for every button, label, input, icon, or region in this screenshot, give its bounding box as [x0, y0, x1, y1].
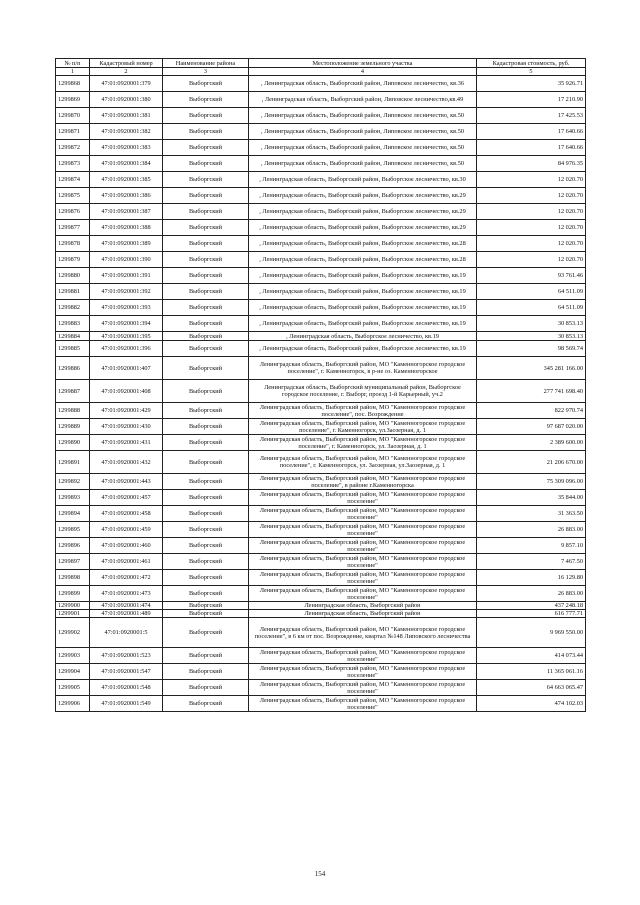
cadastral-value: 345 281 166.00 — [477, 357, 586, 380]
location: , Ленинградская область, Выборгский район, Выборгское лесничество, кв.28 — [249, 252, 477, 268]
table-row — [56, 648, 586, 664]
district-name: Выборгский — [163, 474, 249, 490]
row-number: 1299874 — [56, 172, 90, 188]
cadastral-number: 47:01:0920001:388 — [90, 220, 163, 236]
cadastral-value: 12 020.70 — [477, 172, 586, 188]
table-row — [56, 341, 586, 357]
row-number: 1299902 — [56, 618, 90, 648]
table-row — [56, 188, 586, 204]
row-number: 1299868 — [56, 76, 90, 92]
location: Ленинградская область, Выборгский район, МО "Каменногорское городское поселение" — [249, 680, 477, 696]
district-name: Выборгский — [163, 618, 249, 648]
location: Ленинградская область, Выборгский район, МО "Каменногорское городское поселение" — [249, 648, 477, 664]
cadastral-number: 47:01:0920001:460 — [90, 538, 163, 554]
table-row — [56, 696, 586, 712]
table-row — [56, 140, 586, 156]
cadastral-number: 47:01:0920001:389 — [90, 236, 163, 252]
table-row — [56, 602, 586, 610]
location: , Ленинградская область, Выборгский район, Выборгское лесничество, кв.28 — [249, 236, 477, 252]
district-name: Выборгский — [163, 108, 249, 124]
table-row — [56, 300, 586, 316]
district-name: Выборгский — [163, 156, 249, 172]
cadastral-value: 474 102.03 — [477, 696, 586, 712]
cadastral-number: 47:01:0920001:431 — [90, 435, 163, 451]
cadastral-value: 64 511.09 — [477, 284, 586, 300]
table-row — [56, 586, 586, 602]
table-row — [56, 236, 586, 252]
cadastral-number: 47:01:0920001:396 — [90, 341, 163, 357]
table-row — [56, 268, 586, 284]
cadastral-value: 35 844.00 — [477, 490, 586, 506]
table-row — [56, 680, 586, 696]
cadastral-value: 12 020.70 — [477, 252, 586, 268]
district-name: Выборгский — [163, 357, 249, 380]
district-name: Выборгский — [163, 522, 249, 538]
location: , Ленинградская область, Выборгский район, Выборгское лесничество, кв.30 — [249, 172, 477, 188]
location: Ленинградская область, Выборгский район, МО "Каменногорское городское поселение" — [249, 570, 477, 586]
header-cadastral-number: Кадастровый номер — [90, 59, 163, 68]
table-row — [56, 570, 586, 586]
district-name: Выборгский — [163, 435, 249, 451]
cadastral-value: 35 926.71 — [477, 76, 586, 92]
cadastral-value: 277 741 698.40 — [477, 380, 586, 403]
cadastral-value: 98 569.74 — [477, 341, 586, 357]
column-index: 4 — [249, 68, 477, 76]
row-number: 1299895 — [56, 522, 90, 538]
cadastral-value: 26 883.00 — [477, 586, 586, 602]
cadastral-number: 47:01:0920001:432 — [90, 451, 163, 474]
cadastral-number: 47:01:0920001:473 — [90, 586, 163, 602]
table-row — [56, 435, 586, 451]
row-number: 1299875 — [56, 188, 90, 204]
table-row — [56, 419, 586, 435]
cadastral-number: 47:01:0920001:461 — [90, 554, 163, 570]
row-number: 1299878 — [56, 236, 90, 252]
row-number: 1299876 — [56, 204, 90, 220]
cadastral-value: 11 365 061.16 — [477, 664, 586, 680]
district-name: Выборгский — [163, 236, 249, 252]
cadastral-number: 47:01:0920001:430 — [90, 419, 163, 435]
row-number: 1299897 — [56, 554, 90, 570]
district-name: Выборгский — [163, 419, 249, 435]
cadastral-number: 47:01:0920001:459 — [90, 522, 163, 538]
location: Ленинградская область, Выборгский район, МО "Каменногорское городское поселение" — [249, 490, 477, 506]
header-cadastral-value: Кадастровая стоимость, руб. — [477, 59, 586, 68]
district-name: Выборгский — [163, 252, 249, 268]
location: , Ленинградская область, Выборгский район, Липовское лесничество, кв.50 — [249, 156, 477, 172]
cadastral-number: 47:01:0920001:392 — [90, 284, 163, 300]
cadastral-number: 47:01:0920001:474 — [90, 602, 163, 610]
row-number: 1299881 — [56, 284, 90, 300]
cadastral-number: 47:01:0920001:547 — [90, 664, 163, 680]
cadastral-value: 17 210.90 — [477, 92, 586, 108]
table-row — [56, 92, 586, 108]
location: Ленинградская область, Выборгский район, МО "Каменногорское городское поселение", пос. Возрождение — [249, 403, 477, 419]
location: , Ленинградская область, Выборгский район, Выборгское лесничество, кв.29 — [249, 204, 477, 220]
district-name: Выборгский — [163, 506, 249, 522]
cadastral-value: 26 883.00 — [477, 522, 586, 538]
table-row — [56, 108, 586, 124]
district-name: Выборгский — [163, 316, 249, 332]
location: Ленинградская область, Выборгский район — [249, 610, 477, 618]
cadastral-number: 47:01:0920001:429 — [90, 403, 163, 419]
district-name: Выборгский — [163, 570, 249, 586]
district-name: Выборгский — [163, 204, 249, 220]
table-row — [56, 156, 586, 172]
district-name: Выборгский — [163, 586, 249, 602]
header-district: Наименование района — [163, 59, 249, 68]
table-row — [56, 220, 586, 236]
cadastral-number: 47:01:0920001:391 — [90, 268, 163, 284]
row-number: 1299888 — [56, 403, 90, 419]
row-number: 1299904 — [56, 664, 90, 680]
district-name: Выборгский — [163, 538, 249, 554]
row-number: 1299899 — [56, 586, 90, 602]
row-number: 1299883 — [56, 316, 90, 332]
page-number: 154 — [314, 870, 326, 878]
location: Ленинградская область, Выборгский район, МО "Каменногорское городское поселение" — [249, 522, 477, 538]
table-row — [56, 522, 586, 538]
location: , Ленинградская область, Выборгский район, Выборгское лесничество, кв.19 — [249, 316, 477, 332]
row-number: 1299870 — [56, 108, 90, 124]
table-row — [56, 506, 586, 522]
district-name: Выборгский — [163, 76, 249, 92]
column-index-row — [56, 68, 586, 76]
district-name: Выборгский — [163, 268, 249, 284]
district-name: Выборгский — [163, 300, 249, 316]
location: Ленинградская область, Выборгский район, МО "Каменногорское городское поселение", г. Каменногорск, ул.Заозерная, д. 1 — [249, 419, 477, 435]
row-number: 1299873 — [56, 156, 90, 172]
cadastral-value: 97 687 020.00 — [477, 419, 586, 435]
document-page — [55, 58, 585, 712]
cadastral-value: 64 511.09 — [477, 300, 586, 316]
row-number: 1299905 — [56, 680, 90, 696]
location: , Ленинградская область, Выборгское лесничество, кв.19 — [249, 332, 477, 341]
table-row — [56, 284, 586, 300]
district-name: Выборгский — [163, 188, 249, 204]
row-number: 1299872 — [56, 140, 90, 156]
cadastral-value-table — [55, 58, 586, 712]
cadastral-value: 12 020.70 — [477, 204, 586, 220]
district-name: Выборгский — [163, 610, 249, 618]
cadastral-number: 47:01:0920001:393 — [90, 300, 163, 316]
table-row — [56, 403, 586, 419]
column-index: 1 — [56, 68, 90, 76]
location: Ленинградская область, Выборгский район, МО "Каменногорское городское поселение" — [249, 664, 477, 680]
district-name: Выборгский — [163, 380, 249, 403]
table-row — [56, 76, 586, 92]
table-row — [56, 172, 586, 188]
cadastral-value: 31 363.50 — [477, 506, 586, 522]
district-name: Выборгский — [163, 124, 249, 140]
district-name: Выборгский — [163, 341, 249, 357]
district-name: Выборгский — [163, 140, 249, 156]
district-name: Выборгский — [163, 648, 249, 664]
cadastral-value: 17 425.53 — [477, 108, 586, 124]
location: , Ленинградская область, Выборгский район, Липовское лесничество, кв.50 — [249, 140, 477, 156]
district-name: Выборгский — [163, 220, 249, 236]
location: , Ленинградская область, Выборгский район, Липовское лесничество, кв.50 — [249, 124, 477, 140]
location: Ленинградская область, Выборгский район, МО "Каменногорское городское поселение", г. Каменногорск, ул. Заозерная, д. 1 — [249, 435, 477, 451]
cadastral-number: 47:01:0920001:407 — [90, 357, 163, 380]
row-number: 1299900 — [56, 602, 90, 610]
cadastral-number: 47:01:0920001:5 — [90, 618, 163, 648]
table-row — [56, 380, 586, 403]
cadastral-number: 47:01:0920001:394 — [90, 316, 163, 332]
cadastral-number: 47:01:0920001:443 — [90, 474, 163, 490]
cadastral-value: 12 020.70 — [477, 236, 586, 252]
table-row — [56, 554, 586, 570]
table-row — [56, 474, 586, 490]
location: Ленинградская область, Выборгский район — [249, 602, 477, 610]
district-name: Выборгский — [163, 696, 249, 712]
row-number: 1299884 — [56, 332, 90, 341]
row-number: 1299894 — [56, 506, 90, 522]
district-name: Выборгский — [163, 403, 249, 419]
location: , Ленинградская область, Выборгский район, Липовское лесничество, кв.36 — [249, 76, 477, 92]
location: Ленинградская область, Выборгский район, МО "Каменногорское городское поселение", в 6 км от пос. Возрождение, квартал №148 Липовского лесничества — [249, 618, 477, 648]
cadastral-value: 30 853.13 — [477, 316, 586, 332]
cadastral-value: 84 976.35 — [477, 156, 586, 172]
cadastral-number: 47:01:0920001:385 — [90, 172, 163, 188]
cadastral-value: 64 663 065.47 — [477, 680, 586, 696]
cadastral-value: 616 777.71 — [477, 610, 586, 618]
cadastral-value: 437 248.18 — [477, 602, 586, 610]
table-row — [56, 664, 586, 680]
location: , Ленинградская область, Выборгский район, Выборгское лесничество, кв.19 — [249, 300, 477, 316]
district-name: Выборгский — [163, 602, 249, 610]
row-number: 1299869 — [56, 92, 90, 108]
table-row — [56, 610, 586, 618]
header-location: Местоположение земельного участка — [249, 59, 477, 68]
column-index: 5 — [477, 68, 586, 76]
cadastral-number: 47:01:0920001:458 — [90, 506, 163, 522]
cadastral-number: 47:01:0920001:384 — [90, 156, 163, 172]
cadastral-value: 9 969 550.00 — [477, 618, 586, 648]
table-row — [56, 204, 586, 220]
district-name: Выборгский — [163, 172, 249, 188]
cadastral-value: 9 857.10 — [477, 538, 586, 554]
row-number: 1299882 — [56, 300, 90, 316]
table-row — [56, 332, 586, 341]
cadastral-value: 17 640.66 — [477, 124, 586, 140]
row-number: 1299887 — [56, 380, 90, 403]
table-body — [56, 59, 586, 712]
cadastral-number: 47:01:0920001:387 — [90, 204, 163, 220]
location: Ленинградская область, Выборгский муниципальный район, Выборгское городское поселение, г. Выборг, проезд 1-й Карьерный, уч.2 — [249, 380, 477, 403]
cadastral-number: 47:01:0920001:523 — [90, 648, 163, 664]
cadastral-value: 12 020.70 — [477, 188, 586, 204]
header-number: № п/п — [56, 59, 90, 68]
row-number: 1299903 — [56, 648, 90, 664]
cadastral-value: 17 640.66 — [477, 140, 586, 156]
location: Ленинградская область, Выборгский район, МО "Каменногорское городское поселение" — [249, 586, 477, 602]
row-number: 1299871 — [56, 124, 90, 140]
cadastral-value: 7 467.50 — [477, 554, 586, 570]
table-row — [56, 316, 586, 332]
cadastral-value: 30 853.13 — [477, 332, 586, 341]
location: Ленинградская область, Выборгский район, МО "Каменногорское городское поселение", г. Каменногорск, в р-не оз. Каменногорское — [249, 357, 477, 380]
district-name: Выборгский — [163, 284, 249, 300]
cadastral-number: 47:01:0920001:381 — [90, 108, 163, 124]
row-number: 1299893 — [56, 490, 90, 506]
location: Ленинградская область, Выборгский район, МО "Каменногорское городское поселение" — [249, 506, 477, 522]
district-name: Выборгский — [163, 490, 249, 506]
table-row — [56, 451, 586, 474]
table-row — [56, 124, 586, 140]
cadastral-number: 47:01:0920001:379 — [90, 76, 163, 92]
cadastral-value: 16 129.80 — [477, 570, 586, 586]
row-number: 1299901 — [56, 610, 90, 618]
row-number: 1299898 — [56, 570, 90, 586]
location: Ленинградская область, Выборгский район, МО "Каменногорское городское поселение" — [249, 696, 477, 712]
cadastral-number: 47:01:0920001:549 — [90, 696, 163, 712]
row-number: 1299886 — [56, 357, 90, 380]
row-number: 1299885 — [56, 341, 90, 357]
district-name: Выборгский — [163, 554, 249, 570]
location: Ленинградская область, Выборгский район, МО "Каменногорское городское поселение" — [249, 538, 477, 554]
row-number: 1299877 — [56, 220, 90, 236]
row-number: 1299896 — [56, 538, 90, 554]
cadastral-number: 47:01:0920001:489 — [90, 610, 163, 618]
table-row — [56, 538, 586, 554]
location: , Ленинградская область, Выборгский район, Липовское лесничество, кв.50 — [249, 108, 477, 124]
column-index: 3 — [163, 68, 249, 76]
cadastral-number: 47:01:0920001:408 — [90, 380, 163, 403]
location: Ленинградская область, Выборгский район, МО "Каменногорское городское поселение", г. Каменногорск, ул. Заозерная, ул.Заозерная, д. 1 — [249, 451, 477, 474]
district-name: Выборгский — [163, 332, 249, 341]
location: , Ленинградская область, Выборгский район, Выборгское лесничество, кв.29 — [249, 188, 477, 204]
cadastral-number: 47:01:0920001:395 — [90, 332, 163, 341]
district-name: Выборгский — [163, 451, 249, 474]
row-number: 1299906 — [56, 696, 90, 712]
cadastral-value: 75 309 096.00 — [477, 474, 586, 490]
cadastral-value: 414 073.44 — [477, 648, 586, 664]
cadastral-value: 12 020.70 — [477, 220, 586, 236]
location: Ленинградская область, Выборгский район, МО "Каменногорское городское поселение" — [249, 554, 477, 570]
location: , Ленинградская область, Выборгский район, Выборгское лесничество, кв.29 — [249, 220, 477, 236]
row-number: 1299879 — [56, 252, 90, 268]
cadastral-value: 21 206 670.00 — [477, 451, 586, 474]
row-number: 1299889 — [56, 419, 90, 435]
cadastral-value: 93 761.46 — [477, 268, 586, 284]
header-row — [56, 59, 586, 68]
cadastral-number: 47:01:0920001:380 — [90, 92, 163, 108]
table-row — [56, 357, 586, 380]
cadastral-number: 47:01:0920001:382 — [90, 124, 163, 140]
location: , Ленинградская область, Выборгский район, Выборгское лесничество, кв.19 — [249, 341, 477, 357]
cadastral-number: 47:01:0920001:472 — [90, 570, 163, 586]
district-name: Выборгский — [163, 92, 249, 108]
cadastral-number: 47:01:0920001:457 — [90, 490, 163, 506]
table-row — [56, 252, 586, 268]
location: Ленинградская область, Выборгский район, МО "Каменногорское городское поселение", в районе г.Каменногорска — [249, 474, 477, 490]
row-number: 1299891 — [56, 451, 90, 474]
column-index: 2 — [90, 68, 163, 76]
table-row — [56, 490, 586, 506]
cadastral-number: 47:01:0920001:383 — [90, 140, 163, 156]
district-name: Выборгский — [163, 680, 249, 696]
table-row — [56, 618, 586, 648]
cadastral-number: 47:01:0920001:548 — [90, 680, 163, 696]
row-number: 1299892 — [56, 474, 90, 490]
cadastral-value: 2 389 600.00 — [477, 435, 586, 451]
district-name: Выборгский — [163, 664, 249, 680]
row-number: 1299890 — [56, 435, 90, 451]
location: , Ленинградская область, Выборгский район, Липовское лесничество,кв.49 — [249, 92, 477, 108]
row-number: 1299880 — [56, 268, 90, 284]
cadastral-number: 47:01:0920001:386 — [90, 188, 163, 204]
location: , Ленинградская область, Выборгский район, Выборгское лесничество, кв.19 — [249, 268, 477, 284]
cadastral-number: 47:01:0920001:390 — [90, 252, 163, 268]
cadastral-value: 822 970.74 — [477, 403, 586, 419]
location: , Ленинградская область, Выборгский район, Выборгское лесничество, кв.19 — [249, 284, 477, 300]
